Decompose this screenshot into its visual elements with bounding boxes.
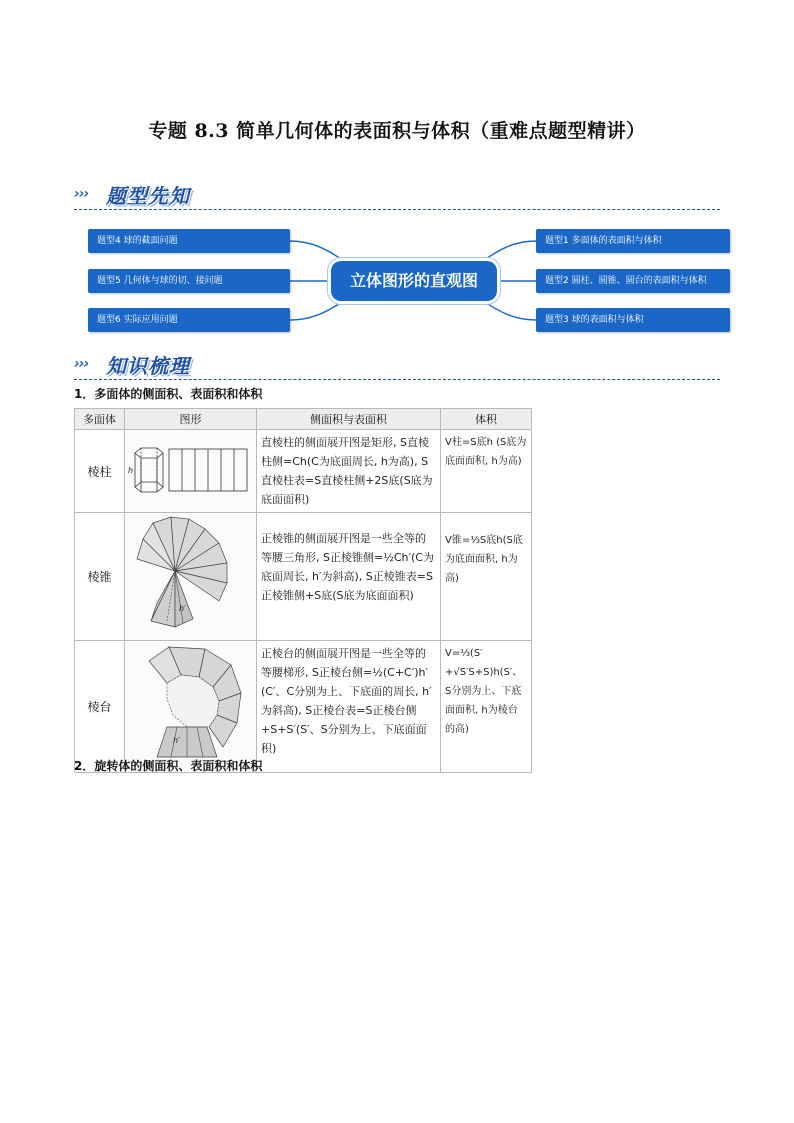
prism-volume-formula: V柱=S底h (S底为底面面积, h为高) [441,430,532,513]
header-volume: 体积 [441,409,532,430]
frustum-area-formula: 正棱台的侧面展开图是一些全等的等腰梯形, S正棱台侧=½(C+C′)h′(C′、C分别为上、下底面的周长, h′为斜高), S正棱台表=S正棱台侧+S+S′(S′、S分别为上、下底面面积) [257,641,441,773]
arrows-icon: ››› [74,186,89,202]
header-figure: 图形 [125,409,257,430]
document-title: 专题 8.3 简单几何体的表面积与体积（重难点题型精讲） [148,120,646,142]
row-name: 棱台 [75,641,125,773]
pyramid-figure [125,513,257,641]
arrows-icon: ››› [74,356,89,372]
table-row [75,513,532,641]
figure-label: h′ [179,604,186,613]
mindmap-node-type3: 题型3 球的表面积与体积 [536,308,730,332]
table-row [75,641,532,773]
pyramid-net-drawing [127,515,253,635]
section-label: 题型先知 [106,184,190,208]
frustum-figure [125,641,257,773]
mindmap-node-type5: 题型5 几何体与球的切、接问题 [88,269,290,293]
section-label: 知识梳理 [106,354,190,378]
header-area: 侧面积与表面积 [257,409,441,430]
mindmap-node-type1: 题型1 多面体的表面积与体积 [536,229,730,253]
mindmap-node-type2: 题型2 圆柱、圆锥、圆台的表面积与体积 [536,269,730,293]
mindmap-node-type4: 题型4 球的截面问题 [88,229,290,253]
frustum-volume-formula: V=⅓(S′+√S′S+S)h(S′、S分别为上、下底面面积, h为棱台的高) [441,641,532,773]
mindmap-connectors [0,0,794,360]
pyramid-volume-formula: V锥=⅓S底h(S底为底面面积, h为高) [441,513,532,641]
section-divider [74,379,720,380]
pyramid-area-formula: 正棱锥的侧面展开图是一些全等的等腰三角形, S正棱锥侧=½Ch′(C为底面周长, h′为斜高), S正棱锥表=S正棱锥侧+S底(S底为底面面积) [257,513,441,641]
row-name: 棱柱 [75,430,125,513]
polyhedra-table [74,408,532,773]
prism-area-formula: 直棱柱的侧面展开图是矩形, S直棱柱侧=Ch(C为底面周长, h为高), S直棱柱表=S直棱柱侧+2S底(S底为底面面积) [257,430,441,513]
mindmap-node-type6: 题型6 实际应用问题 [88,308,290,332]
table-header-row [75,409,532,430]
table-row [75,430,532,513]
row-name: 棱锥 [75,513,125,641]
figure-label: h [128,465,134,475]
figure-label: h′ [173,736,180,745]
prism-figure [125,430,257,513]
subsection-heading-rotational: 2．旋转体的侧面积、表面积和体积 [74,759,263,773]
prism-net-drawing [127,443,253,497]
subsection-heading-polyhedra: 1．多面体的侧面积、表面积和体积 [74,387,263,401]
frustum-net-drawing [127,643,253,767]
header-polyhedron: 多面体 [75,409,125,430]
mindmap-center: 立体图形的直观图 [331,261,497,301]
